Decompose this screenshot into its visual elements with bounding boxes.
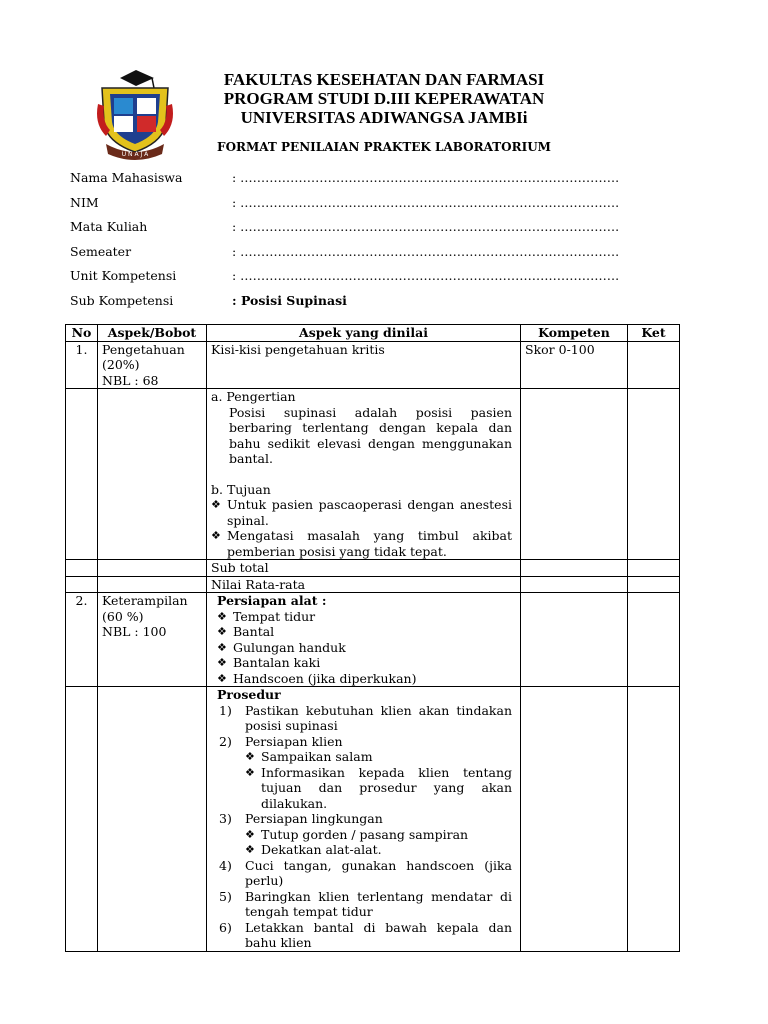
list-item: 5) Baringkan klien terlentang mendatar di tengah tempat tidur	[219, 888, 512, 919]
list-item: ❖ Gulungan handuk	[217, 640, 516, 656]
sub-list	[245, 827, 512, 858]
persiapan-cell	[207, 593, 521, 687]
col-header-ket: Ket	[628, 325, 680, 342]
list-item: 3) Persiapan lingkungan ❖ Tutup gorden / pasang sampiran ❖ Dekatkan alat-alat.	[217, 811, 512, 858]
list-item: 4) Cuci tangan, gunakan handscoen (jika perlu)	[219, 857, 512, 888]
info-label: Nama Mahasiswa	[70, 170, 183, 185]
list-item: ❖ Handscoen (jika diperkukan)	[217, 671, 516, 687]
prosedur-cell	[207, 687, 521, 952]
row-number: 1.	[66, 341, 98, 389]
table-row	[66, 560, 680, 577]
assessment-table	[65, 324, 680, 952]
table-row	[66, 576, 680, 593]
aspek-nbl: NBL : 100	[102, 624, 167, 639]
list-item: ❖ Bantal	[217, 624, 516, 640]
info-label: Unit Kompetensi	[70, 268, 177, 283]
info-label: Sub Kompetensi	[70, 292, 174, 308]
aspek-weight: (20%)	[102, 357, 140, 372]
info-value: : ……………………………………………………………………………….	[232, 170, 620, 185]
table-row	[66, 341, 680, 389]
row-number: 2.	[66, 593, 98, 687]
list-item: ❖ Tempat tidur	[217, 609, 516, 625]
list-item: ❖ Bantalan kaki	[217, 655, 516, 671]
rata-label: Nilai Rata-rata	[207, 576, 521, 593]
program-name: PROGRAM STUDI D.III KEPERAWATAN	[223, 89, 545, 108]
ket-cell	[628, 341, 680, 389]
col-header-no: No	[66, 325, 98, 342]
university-logo	[92, 64, 178, 164]
tujuan-list	[211, 497, 512, 559]
faculty-name: FAKULTAS KESEHATAN DAN FARMASI	[223, 70, 545, 89]
info-value: : Posisi Supinasi	[232, 292, 347, 308]
dinilai-cell: Kisi-kisi pengetahuan kritis	[207, 341, 521, 389]
info-label: Mata Kuliah	[70, 219, 148, 234]
form-title: FORMAT PENILAIAN PRAKTEK LABORATORIUM	[217, 140, 551, 154]
prosedur-heading: Prosedur	[217, 687, 281, 702]
aspek-cell	[98, 593, 207, 687]
subtotal-label: Sub total	[207, 560, 521, 577]
list-item: 6) Letakkan bantal di bawah kepala dan bahu klien	[219, 919, 512, 950]
aspek-name: Keterampilan	[102, 593, 188, 608]
pengertian-heading: a. Pengertian	[211, 389, 296, 404]
aspek-cell	[98, 341, 207, 389]
list-item: ❖ Informasikan kepada klien tentang tujuan dan prosedur yang akan dilakukan.	[245, 765, 512, 812]
kompeten-cell: Skor 0-100	[521, 341, 628, 389]
info-value: : ……………………………………………………………………………….	[232, 243, 620, 259]
sub-list	[245, 749, 512, 811]
persiapan-heading: Persiapan alat :	[217, 593, 327, 608]
info-value: : ……………………………………………………………………………….	[232, 219, 620, 234]
prosedur-list	[217, 703, 512, 951]
table-header-row	[66, 325, 680, 342]
list-item: ❖ Dekatkan alat-alat.	[245, 842, 512, 858]
col-header-kompeten: Kompeten	[521, 325, 628, 342]
list-item: ❖ Mengatasi masalah yang timbul akibat pemberian posisi yang tidak tepat.	[211, 528, 512, 559]
list-item: 2) Persiapan klien ❖ Sampaikan salam ❖ Informasikan kepada klien tentang tujuan dan prosedur yang akan dilakukan.	[217, 734, 512, 812]
aspek-weight: (60 %)	[102, 608, 144, 624]
pengetahuan-content	[207, 389, 521, 560]
pengertian-text: Posisi supinasi adalah posisi pasien berbaring terlentang dengan kepala dan bahu sedikit elevasi dengan menggunakan bantal.	[229, 404, 512, 466]
list-item: ❖ Tutup gorden / pasang sampiran	[245, 827, 512, 843]
logo-text: U N A J A	[121, 151, 149, 158]
list-item: ❖ Untuk pasien pascaoperasi dengan anestesi spinal.	[211, 497, 512, 528]
info-value: : ……………………………………………………………………………….	[232, 268, 620, 283]
tujuan-heading: b. Tujuan	[211, 481, 271, 497]
table-row	[66, 593, 680, 687]
list-item: ❖ Sampaikan salam	[245, 749, 512, 765]
table-row	[66, 389, 680, 560]
info-label: Semeater	[70, 243, 132, 259]
persiapan-list	[217, 609, 516, 687]
info-value: : ……………………………………………………………………………….	[232, 194, 620, 210]
list-item: 1) Pastikan kebutuhan klien akan tindakan posisi supinasi	[219, 702, 512, 733]
aspek-nbl: NBL : 68	[102, 372, 159, 388]
info-label: NIM	[70, 194, 99, 210]
col-header-dinilai: Aspek yang dinilai	[207, 325, 521, 342]
col-header-aspek: Aspek/Bobot	[98, 325, 207, 342]
university-name: UNIVERSITAS ADIWANGSA JAMBIi	[240, 108, 528, 127]
table-row	[66, 687, 680, 952]
aspek-name: Pengetahuan	[102, 341, 185, 357]
